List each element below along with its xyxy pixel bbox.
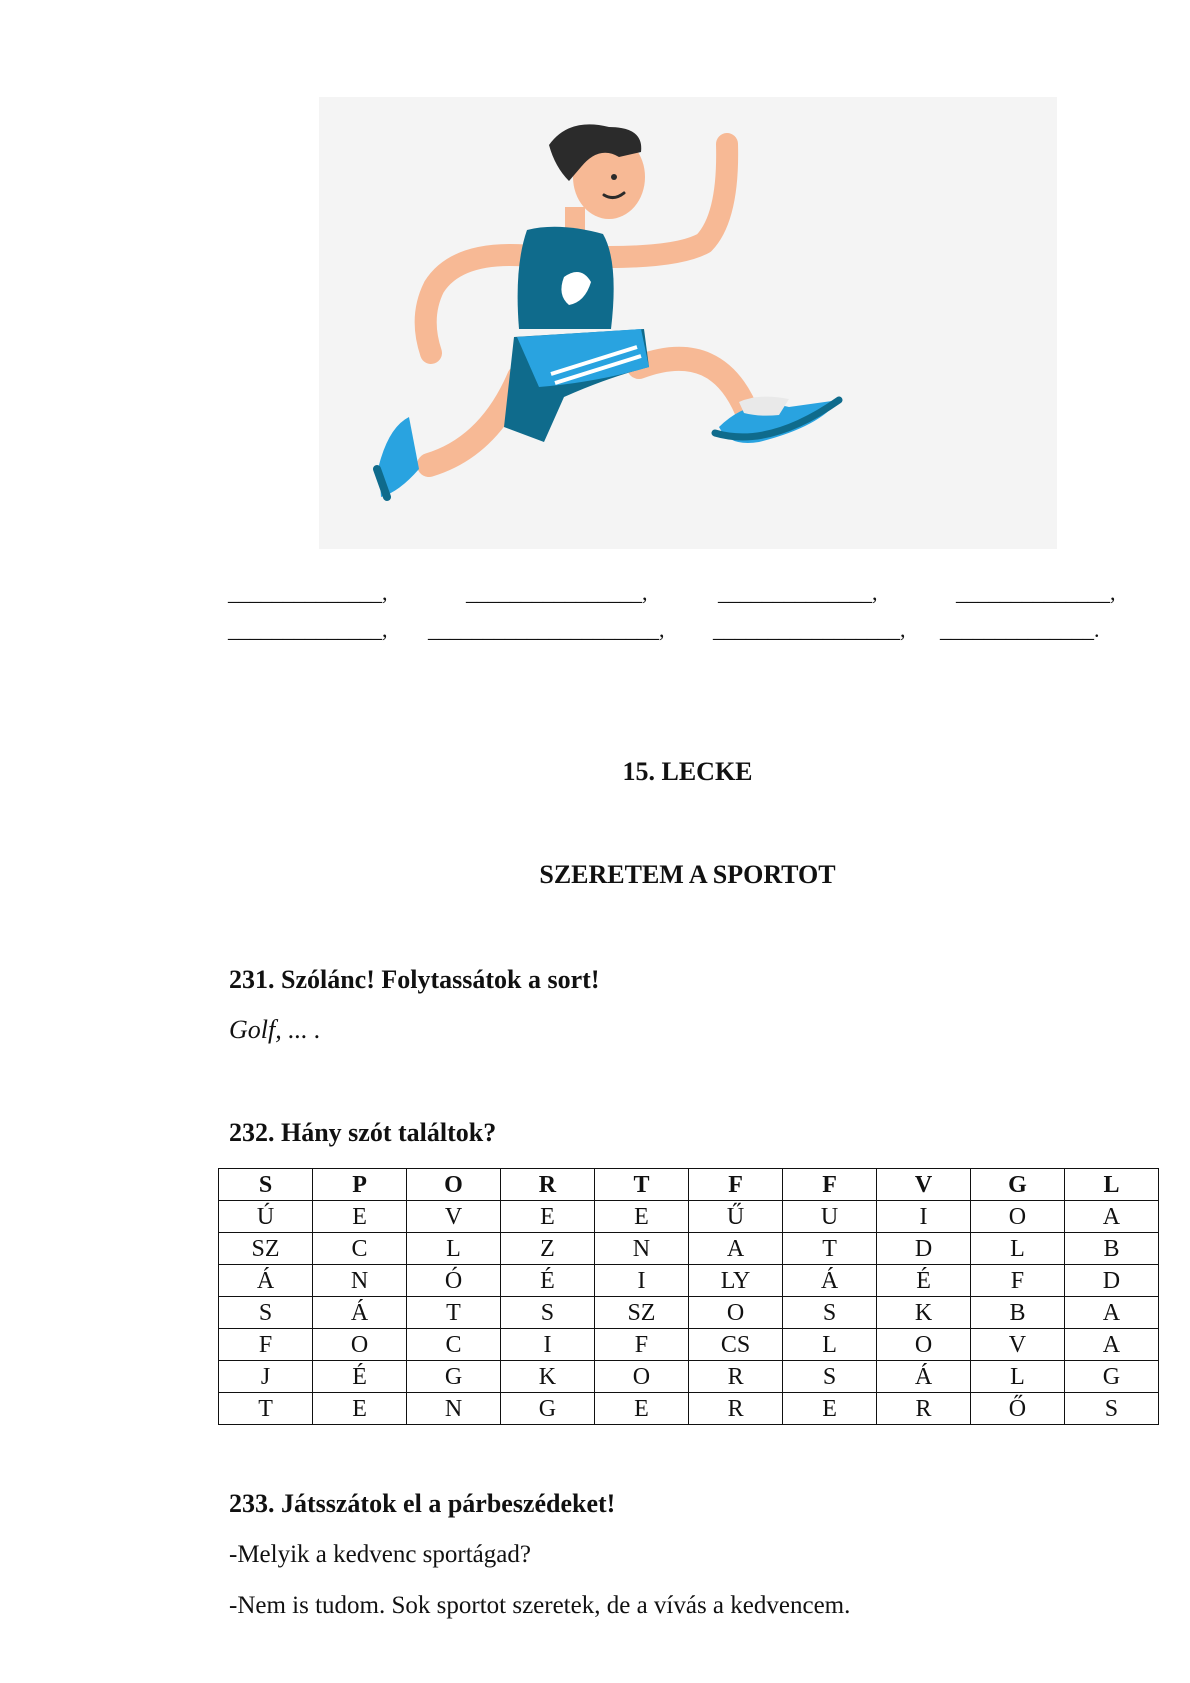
grid-cell[interactable]: S — [500, 1297, 594, 1329]
grid-row — [219, 1265, 1159, 1297]
grid-cell[interactable]: Ú — [219, 1201, 313, 1233]
grid-cell[interactable]: S — [219, 1297, 313, 1329]
grid-cell[interactable]: I — [877, 1201, 971, 1233]
grid-cell[interactable]: A — [1064, 1297, 1158, 1329]
runner-illustration — [319, 97, 1057, 549]
lesson-subtitle: SZERETEM A SPORTOT — [539, 860, 836, 889]
exercise-233-heading: 233. Játsszátok el a párbeszédeket! — [229, 1489, 616, 1518]
grid-cell[interactable]: Ó — [407, 1265, 501, 1297]
grid-cell[interactable]: F — [783, 1169, 877, 1201]
grid-cell[interactable]: A — [1064, 1201, 1158, 1233]
grid-cell[interactable]: C — [407, 1329, 501, 1361]
grid-cell[interactable]: N — [594, 1233, 688, 1265]
grid-cell[interactable]: E — [594, 1201, 688, 1233]
grid-cell[interactable]: O — [877, 1329, 971, 1361]
blank-line[interactable]: ______________. — [940, 617, 1100, 642]
grid-cell[interactable]: É — [877, 1265, 971, 1297]
grid-cell[interactable]: B — [971, 1297, 1065, 1329]
grid-cell[interactable]: Á — [783, 1265, 877, 1297]
grid-cell[interactable]: O — [689, 1297, 783, 1329]
blank-line[interactable]: ______________, — [956, 580, 1116, 605]
grid-cell[interactable]: N — [313, 1265, 407, 1297]
grid-cell[interactable]: G — [971, 1169, 1065, 1201]
blank-line[interactable]: ________________, — [466, 580, 648, 605]
grid-row — [219, 1393, 1159, 1425]
grid-cell[interactable]: Á — [313, 1297, 407, 1329]
grid-cell[interactable]: LY — [689, 1265, 783, 1297]
grid-cell[interactable]: C — [313, 1233, 407, 1265]
grid-cell[interactable]: G — [1064, 1361, 1158, 1393]
grid-cell[interactable]: V — [971, 1329, 1065, 1361]
grid-cell[interactable]: E — [500, 1201, 594, 1233]
exercise-231-heading: 231. Szólánc! Folytassátok a sort! — [229, 965, 600, 994]
grid-cell[interactable]: D — [877, 1233, 971, 1265]
grid-cell[interactable]: U — [783, 1201, 877, 1233]
grid-cell[interactable]: K — [877, 1297, 971, 1329]
grid-cell[interactable]: K — [500, 1361, 594, 1393]
grid-cell[interactable]: S — [1064, 1393, 1158, 1425]
lesson-title: 15. LECKE — [622, 757, 753, 786]
grid-row — [219, 1201, 1159, 1233]
grid-cell[interactable]: F — [971, 1265, 1065, 1297]
grid-cell[interactable]: L — [783, 1329, 877, 1361]
grid-cell[interactable]: L — [1064, 1169, 1158, 1201]
grid-cell[interactable]: L — [407, 1233, 501, 1265]
grid-cell[interactable]: SZ — [219, 1233, 313, 1265]
grid-cell[interactable]: T — [594, 1169, 688, 1201]
grid-cell[interactable]: R — [689, 1393, 783, 1425]
grid-cell[interactable]: O — [971, 1201, 1065, 1233]
grid-cell[interactable]: E — [313, 1201, 407, 1233]
grid-cell[interactable]: S — [783, 1361, 877, 1393]
grid-cell[interactable]: V — [407, 1201, 501, 1233]
dialogue-line: -Nem is tudom. Sok sportot szeretek, de a vívás a kedvencem. — [229, 1592, 851, 1619]
grid-cell[interactable]: L — [971, 1361, 1065, 1393]
grid-cell[interactable]: P — [313, 1169, 407, 1201]
grid-cell[interactable]: O — [407, 1169, 501, 1201]
grid-cell[interactable]: O — [313, 1329, 407, 1361]
grid-cell[interactable]: L — [971, 1233, 1065, 1265]
grid-cell[interactable]: Ű — [689, 1201, 783, 1233]
grid-cell[interactable]: E — [783, 1393, 877, 1425]
word-search-grid — [218, 1168, 1159, 1425]
grid-cell[interactable]: Á — [877, 1361, 971, 1393]
grid-cell[interactable]: R — [877, 1393, 971, 1425]
grid-row — [219, 1169, 1159, 1201]
blank-line[interactable]: _________________, — [713, 617, 906, 642]
grid-cell[interactable]: CS — [689, 1329, 783, 1361]
grid-cell[interactable]: G — [500, 1393, 594, 1425]
grid-cell[interactable]: J — [219, 1361, 313, 1393]
grid-cell[interactable]: A — [1064, 1329, 1158, 1361]
grid-row — [219, 1297, 1159, 1329]
grid-cell[interactable]: Z — [500, 1233, 594, 1265]
blank-line[interactable]: _____________________, — [428, 617, 665, 642]
grid-cell[interactable]: F — [219, 1329, 313, 1361]
grid-cell[interactable]: F — [594, 1329, 688, 1361]
grid-cell[interactable]: F — [689, 1169, 783, 1201]
grid-cell[interactable]: E — [594, 1393, 688, 1425]
grid-cell[interactable]: S — [219, 1169, 313, 1201]
grid-cell[interactable]: I — [500, 1329, 594, 1361]
grid-cell[interactable]: E — [313, 1393, 407, 1425]
grid-cell[interactable]: B — [1064, 1233, 1158, 1265]
grid-cell[interactable]: R — [689, 1361, 783, 1393]
blank-line[interactable]: ______________, — [718, 580, 878, 605]
grid-cell[interactable]: T — [219, 1393, 313, 1425]
grid-cell[interactable]: S — [783, 1297, 877, 1329]
grid-cell[interactable]: É — [500, 1265, 594, 1297]
grid-cell[interactable]: T — [783, 1233, 877, 1265]
grid-cell[interactable]: SZ — [594, 1297, 688, 1329]
grid-cell[interactable]: T — [407, 1297, 501, 1329]
grid-cell[interactable]: É — [313, 1361, 407, 1393]
grid-row — [219, 1361, 1159, 1393]
grid-cell[interactable]: N — [407, 1393, 501, 1425]
grid-cell[interactable]: A — [689, 1233, 783, 1265]
grid-cell[interactable]: O — [594, 1361, 688, 1393]
dialogue-line: -Melyik a kedvenc sportágad? — [229, 1541, 531, 1568]
exercise-231-text: Golf, ... . — [229, 1015, 321, 1044]
grid-row — [219, 1329, 1159, 1361]
grid-cell[interactable]: I — [594, 1265, 688, 1297]
grid-cell[interactable]: D — [1064, 1265, 1158, 1297]
grid-row — [219, 1233, 1159, 1265]
blank-line[interactable]: ______________, — [228, 617, 388, 642]
grid-cell[interactable]: Ő — [971, 1393, 1065, 1425]
running-boy-image — [319, 97, 1057, 549]
exercise-232-heading: 232. Hány szót találtok? — [229, 1118, 497, 1147]
grid-cell[interactable]: Á — [219, 1265, 313, 1297]
blank-line[interactable]: ______________, — [228, 580, 388, 605]
grid-cell[interactable]: V — [877, 1169, 971, 1201]
grid-cell[interactable]: R — [500, 1169, 594, 1201]
grid-cell[interactable]: G — [407, 1361, 501, 1393]
